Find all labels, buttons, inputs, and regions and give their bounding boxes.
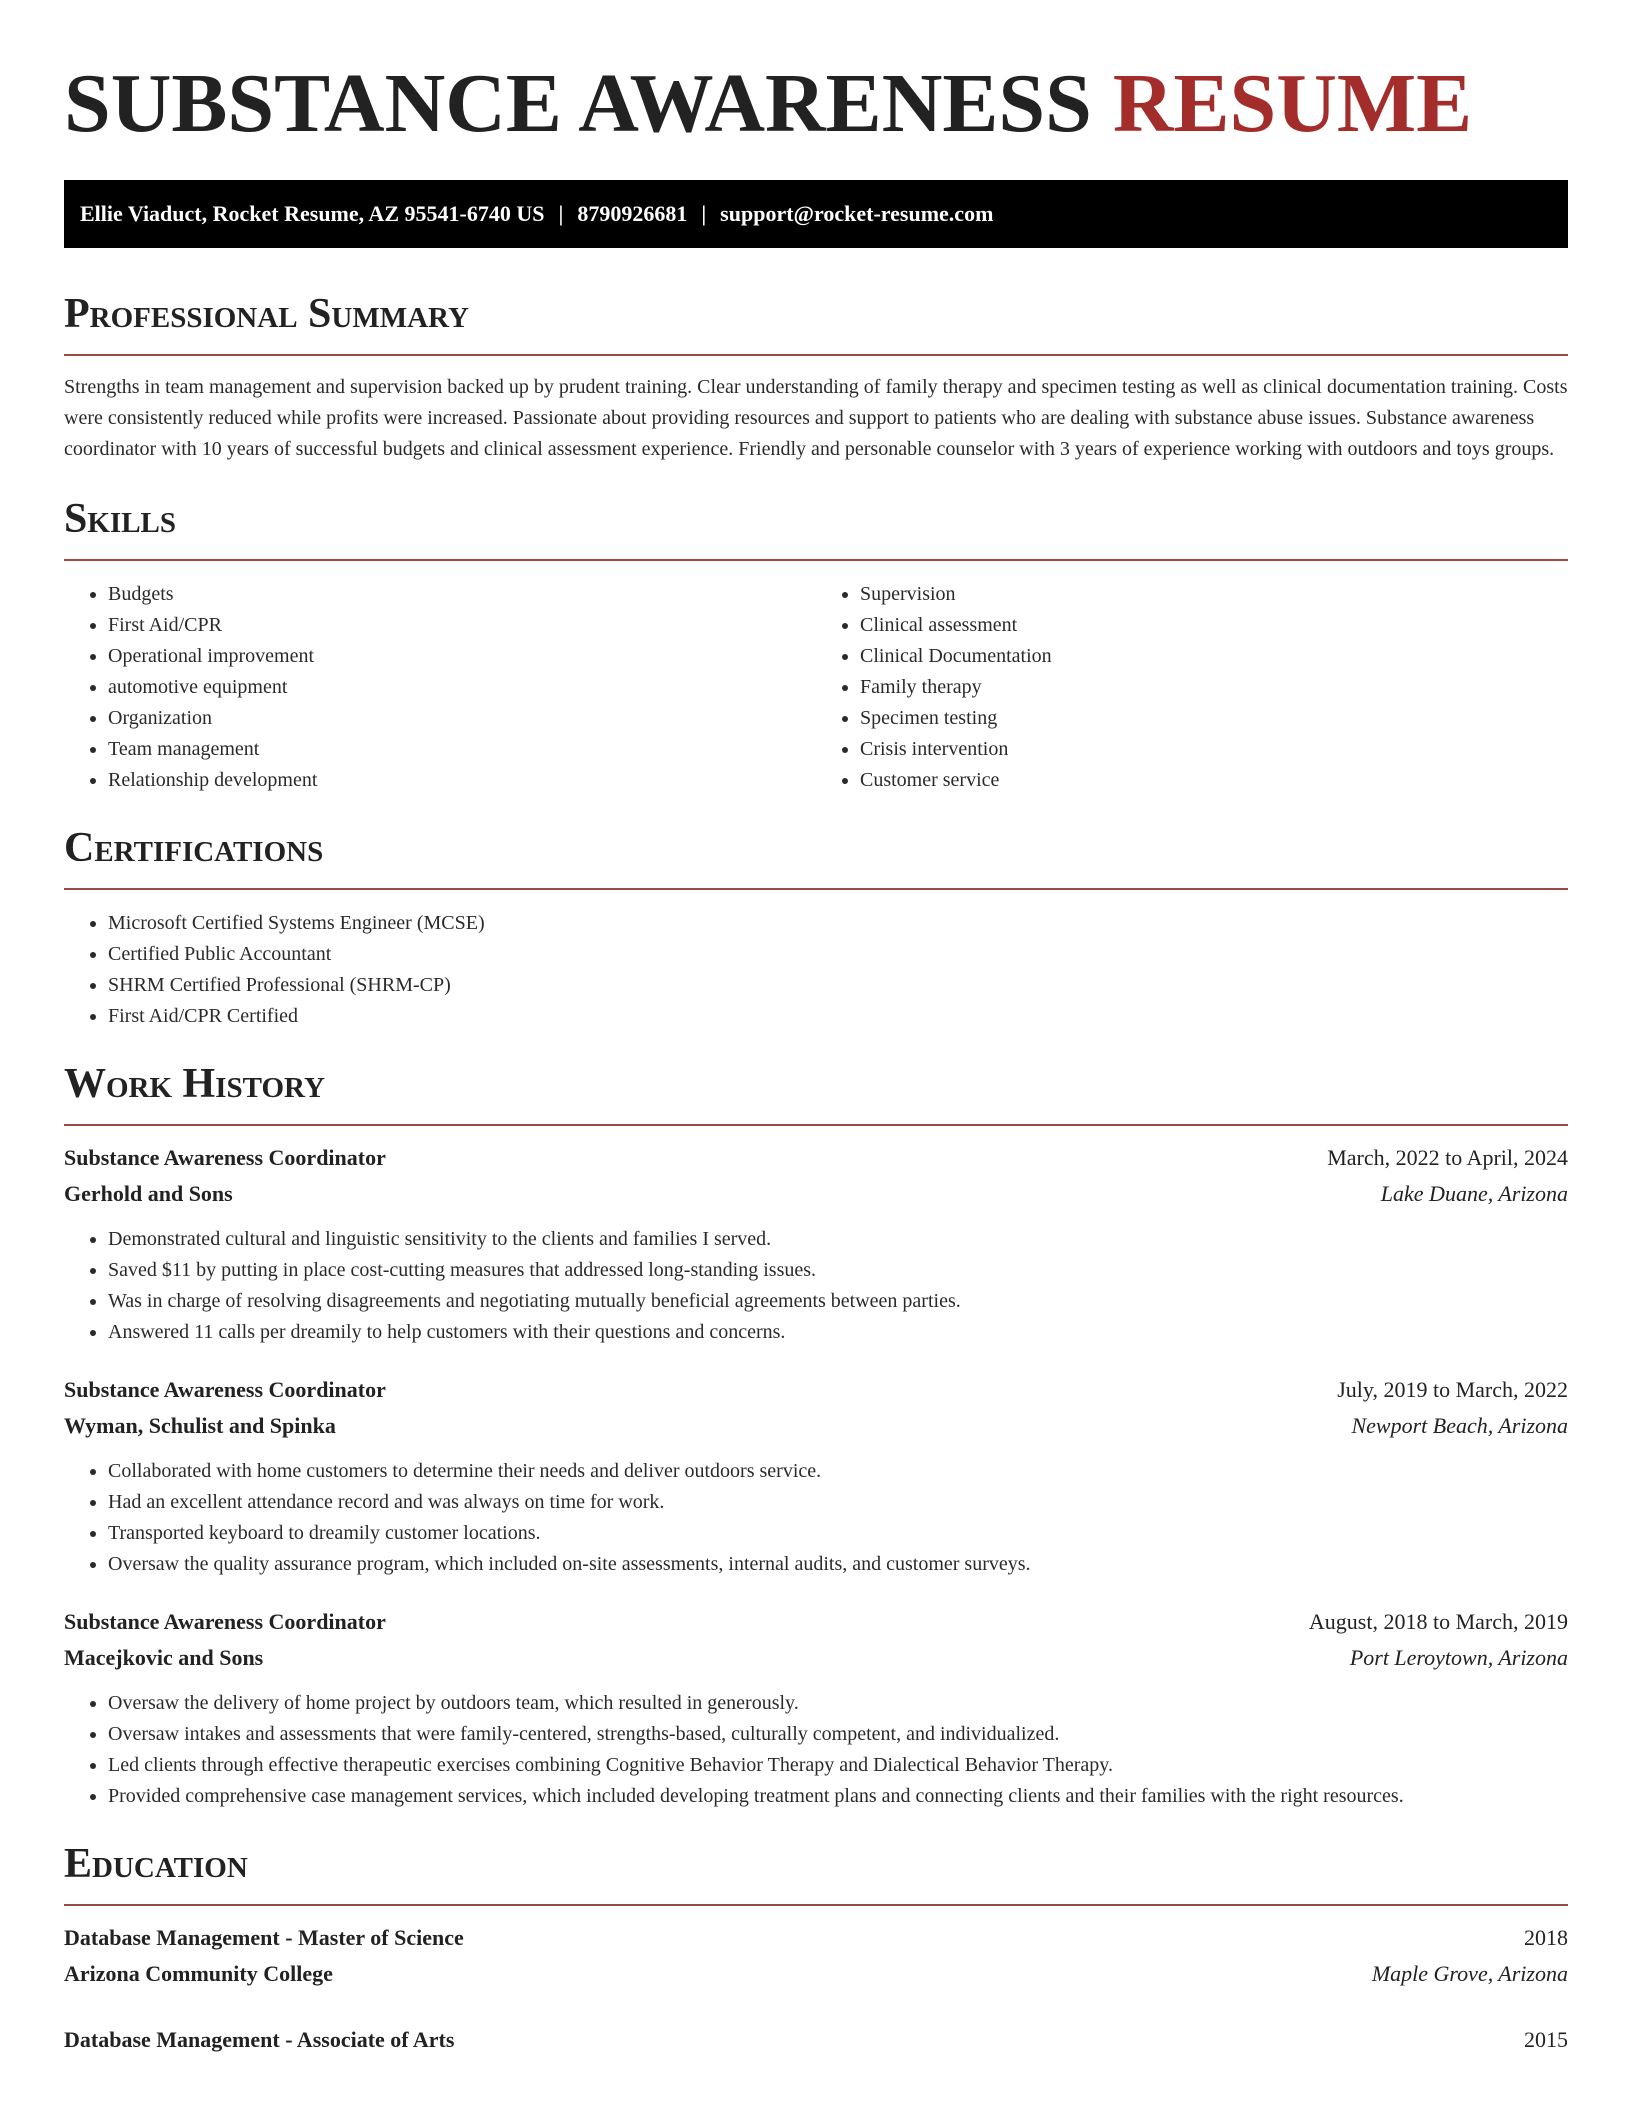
job-role: Substance Awareness Coordinator xyxy=(64,1609,386,1634)
skills-heading: Skills xyxy=(64,496,177,542)
job-entry xyxy=(64,1604,1568,1812)
education-school: Arizona Community College xyxy=(64,1961,333,1986)
skill-item: • Team management xyxy=(108,734,816,765)
certification-item: • First Aid/CPR Certified xyxy=(108,1001,1568,1032)
job-bullet: • Saved $11 by putting in place cost-cutting measures that addressed long-standing issues. xyxy=(108,1255,1568,1286)
section-divider xyxy=(64,888,1568,890)
skill-item: • Crisis intervention xyxy=(860,734,1568,765)
summary-heading: Professional Summary xyxy=(64,291,469,337)
skill-item: • automotive equipment xyxy=(108,672,816,703)
job-bullets xyxy=(64,1456,1568,1580)
skill-item: • Clinical Documentation xyxy=(860,641,1568,672)
job-company: Wyman, Schulist and Spinka xyxy=(64,1413,336,1438)
job-bullet: • Oversaw the quality assurance program, which included on-site assessments, internal audits, and customer surveys. xyxy=(108,1549,1568,1580)
certification-item: • Microsoft Certified Systems Engineer (MCSE) xyxy=(108,908,1568,939)
certification-item: • Certified Public Accountant xyxy=(108,939,1568,970)
job-bullet: • Led clients through effective therapeutic exercises combining Cognitive Behavior Therapy and Dialectical Behavior Therapy. xyxy=(108,1750,1568,1781)
skills-list-right xyxy=(816,579,1568,796)
skill-item: • Budgets xyxy=(108,579,816,610)
certifications-section xyxy=(64,822,1568,1032)
education-header xyxy=(64,1920,1568,1956)
certifications-heading: Certifications xyxy=(64,825,324,871)
work-history-heading: Work History xyxy=(64,1061,325,1107)
skill-item: • Clinical assessment xyxy=(860,610,1568,641)
job-bullet: • Oversaw intakes and assessments that were family-centered, strengths-based, culturally competent, and individualized. xyxy=(108,1719,1568,1750)
job-role: Substance Awareness Coordinator xyxy=(64,1377,386,1402)
education-year: 2018 xyxy=(1524,1925,1568,1950)
section-divider xyxy=(64,1124,1568,1126)
education-subheader xyxy=(64,1956,1568,1992)
job-location: Newport Beach, Arizona xyxy=(1351,1413,1568,1438)
title-accent: RESUME xyxy=(1112,57,1473,150)
contact-phone: 8790926681 xyxy=(577,201,688,226)
work-history-section xyxy=(64,1058,1568,1812)
certification-item: • SHRM Certified Professional (SHRM-CP) xyxy=(108,970,1568,1001)
education-header xyxy=(64,2022,1568,2058)
job-subheader xyxy=(64,1176,1568,1212)
job-bullet: • Was in charge of resolving disagreements and negotiating mutually beneficial agreements between parties. xyxy=(108,1286,1568,1317)
job-header xyxy=(64,1604,1568,1640)
education-entry xyxy=(64,1920,1568,1992)
job-dates: August, 2018 to March, 2019 xyxy=(1308,1609,1568,1634)
skill-item: • Family therapy xyxy=(860,672,1568,703)
contact-address: Ellie Viaduct, Rocket Resume, AZ 95541-6740 US xyxy=(80,201,545,226)
contact-separator: | xyxy=(701,201,707,226)
job-company: Gerhold and Sons xyxy=(64,1181,233,1206)
job-header xyxy=(64,1140,1568,1176)
certifications-list xyxy=(64,908,1568,1032)
skills-section xyxy=(64,493,1568,796)
job-bullets xyxy=(64,1688,1568,1812)
job-entry xyxy=(64,1372,1568,1580)
job-bullet: • Answered 11 calls per dreamily to help customers with their questions and concerns. xyxy=(108,1317,1568,1348)
skills-grid xyxy=(64,561,1568,796)
skill-item: • Customer service xyxy=(860,765,1568,796)
summary-section xyxy=(64,288,1568,465)
education-entry xyxy=(64,2022,1568,2058)
job-subheader xyxy=(64,1408,1568,1444)
section-divider xyxy=(64,1904,1568,1906)
job-bullet: • Had an excellent attendance record and was always on time for work. xyxy=(108,1487,1568,1518)
resume-title xyxy=(64,0,1568,152)
job-header xyxy=(64,1372,1568,1408)
education-degree: Database Management - Associate of Arts xyxy=(64,2027,455,2052)
job-role: Substance Awareness Coordinator xyxy=(64,1145,386,1170)
job-bullets xyxy=(64,1224,1568,1348)
skill-item: • Operational improvement xyxy=(108,641,816,672)
job-bullet: • Transported keyboard to dreamily customer locations. xyxy=(108,1518,1568,1549)
contact-bar xyxy=(64,180,1568,248)
skill-item: • First Aid/CPR xyxy=(108,610,816,641)
skill-item: • Supervision xyxy=(860,579,1568,610)
job-dates: July, 2019 to March, 2022 xyxy=(1337,1377,1568,1402)
skill-item: • Specimen testing xyxy=(860,703,1568,734)
education-degree: Database Management - Master of Science xyxy=(64,1925,464,1950)
title-main: SUBSTANCE AWARENESS xyxy=(64,57,1113,150)
skill-item: • Organization xyxy=(108,703,816,734)
section-divider xyxy=(64,354,1568,356)
education-location: Maple Grove, Arizona xyxy=(1371,1961,1568,1986)
job-bullet: • Provided comprehensive case management services, which included developing treatment plans and connecting clients and their families with the right resources. xyxy=(108,1781,1568,1812)
job-subheader xyxy=(64,1640,1568,1676)
job-dates: March, 2022 to April, 2024 xyxy=(1327,1145,1568,1170)
job-location: Lake Duane, Arizona xyxy=(1380,1181,1568,1206)
education-year: 2015 xyxy=(1524,2027,1568,2052)
education-section xyxy=(64,1838,1568,2058)
contact-separator: | xyxy=(558,201,564,226)
job-location: Port Leroytown, Arizona xyxy=(1349,1645,1568,1670)
job-bullet: • Demonstrated cultural and linguistic sensitivity to the clients and families I served. xyxy=(108,1224,1568,1255)
job-entry xyxy=(64,1140,1568,1348)
job-bullet: • Collaborated with home customers to determine their needs and deliver outdoors service. xyxy=(108,1456,1568,1487)
job-bullet: • Oversaw the delivery of home project by outdoors team, which resulted in generously. xyxy=(108,1688,1568,1719)
job-company: Macejkovic and Sons xyxy=(64,1645,264,1670)
education-heading: Education xyxy=(64,1841,248,1887)
contact-email: support@rocket-resume.com xyxy=(720,201,994,226)
skill-item: • Relationship development xyxy=(108,765,816,796)
summary-text: Strengths in team management and supervision backed up by prudent training. Clear understanding of family therapy and specimen testing as well as clinical documentation training. Costs were consistently reduced while profits were increased. Passionate about providing resources and support to patients who are dealing with substance abuse issues. Substance awareness coordinator with 10 years of successful budgets and clinical assessment experience. Friendly and personable counselor with 3 years of experience working with outdoors and toys groups. xyxy=(64,376,1568,460)
skills-list-left xyxy=(64,579,816,796)
